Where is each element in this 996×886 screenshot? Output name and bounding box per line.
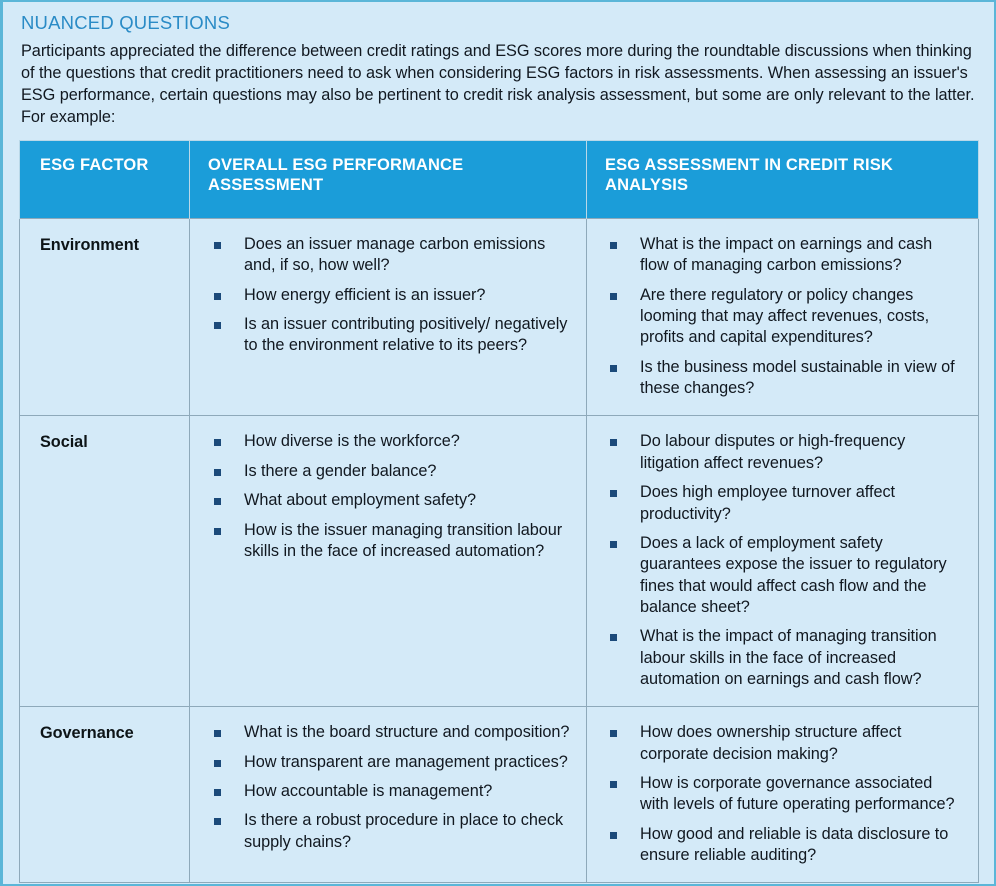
bullet-square-icon: [610, 293, 617, 300]
question-list-overall: [208, 431, 572, 562]
list-item: [605, 234, 964, 277]
bullet-square-icon: [214, 818, 221, 825]
list-item: [605, 626, 964, 690]
question-text: Is an issuer contributing positively/ negatively to the environment relative to its peers?: [244, 315, 568, 355]
row-factor-cell: [20, 416, 190, 707]
question-text: How accountable is management?: [244, 781, 493, 800]
list-item: [208, 752, 572, 773]
factor-label: Environment: [40, 236, 139, 255]
list-item: [605, 722, 964, 765]
list-item: [208, 490, 572, 511]
row-overall-cell: [190, 707, 587, 883]
bullet-square-icon: [610, 365, 617, 372]
factor-label: Social: [40, 433, 88, 452]
bullet-square-icon: [610, 541, 617, 548]
question-text: Are there regulatory or policy changes looming that may affect revenues, costs, profits and capital expenditures?: [640, 285, 930, 347]
question-text: What is the board structure and composition?: [244, 723, 570, 742]
bullet-square-icon: [214, 760, 221, 767]
bullet-square-icon: [214, 242, 221, 249]
list-item: [208, 722, 572, 743]
bullet-square-icon: [214, 528, 221, 535]
question-list-overall: [208, 722, 572, 853]
question-text: How diverse is the workforce?: [244, 432, 460, 451]
list-item: [208, 810, 572, 853]
row-overall-cell: [190, 219, 587, 416]
bullet-square-icon: [214, 439, 221, 446]
question-text: Is there a gender balance?: [244, 461, 437, 480]
list-item: [208, 520, 572, 563]
column-header-credit-risk: ESG ASSESSMENT IN CREDIT RISK ANALYSIS: [587, 140, 979, 218]
list-item: [208, 431, 572, 452]
list-item: [208, 285, 572, 306]
esg-questions-table: [19, 140, 979, 884]
list-item: [605, 773, 964, 816]
column-header-esg-factor: ESG FACTOR: [20, 140, 190, 218]
list-item: [605, 431, 964, 474]
list-item: [208, 234, 572, 277]
question-text: What about employment safety?: [244, 491, 477, 510]
question-text: Is the business model sustainable in view of these changes?: [640, 357, 955, 398]
row-credit-cell: [587, 416, 979, 707]
list-item: [208, 461, 572, 482]
question-text: How is corporate governance associated with levels of future operating performance?: [640, 773, 955, 814]
bullet-square-icon: [214, 498, 221, 505]
bullet-square-icon: [610, 781, 617, 788]
question-list-credit: [605, 431, 964, 690]
bullet-square-icon: [610, 439, 617, 446]
list-item: [605, 285, 964, 349]
table-row: [20, 219, 979, 416]
list-item: [208, 781, 572, 802]
question-text: How transparent are management practices?: [244, 752, 568, 771]
table-header: [20, 140, 979, 218]
table-row: [20, 707, 979, 883]
list-item: [605, 824, 964, 867]
page-title: NUANCED QUESTIONS: [21, 12, 230, 33]
bullet-square-icon: [214, 789, 221, 796]
question-list-credit: [605, 722, 964, 866]
bullet-square-icon: [610, 634, 617, 641]
question-text: Does an issuer manage carbon emissions and, if so, how well?: [244, 235, 546, 275]
question-text: Does high employee turnover affect productivity?: [640, 483, 896, 523]
factor-label: Governance: [40, 724, 134, 743]
question-text: What is the impact on earnings and cash flow of managing carbon emissions?: [640, 235, 933, 275]
list-item: [605, 533, 964, 618]
question-text: What is the impact of managing transition labour skills in the face of increased automation on earnings and cash flow?: [640, 627, 937, 688]
row-factor-cell: [20, 707, 190, 883]
question-text: How does ownership structure affect corporate decision making?: [640, 723, 902, 763]
bullet-square-icon: [610, 832, 617, 839]
row-credit-cell: [587, 219, 979, 416]
bullet-square-icon: [214, 730, 221, 737]
table-body: [20, 219, 979, 883]
question-list-credit: [605, 234, 964, 399]
list-item: [605, 482, 964, 525]
bullet-square-icon: [610, 242, 617, 249]
list-item: [208, 314, 572, 357]
bullet-square-icon: [610, 730, 617, 737]
row-credit-cell: [587, 707, 979, 883]
question-text: How is the issuer managing transition labour skills in the face of increased automation?: [244, 520, 563, 560]
question-text: How good and reliable is data disclosure to ensure reliable auditing?: [640, 824, 949, 864]
question-text: Is there a robust procedure in place to check supply chains?: [244, 811, 564, 851]
row-overall-cell: [190, 416, 587, 707]
bullet-square-icon: [214, 469, 221, 476]
bullet-square-icon: [610, 490, 617, 497]
bullet-square-icon: [214, 322, 221, 329]
bullet-square-icon: [214, 293, 221, 300]
table-header-row: [20, 140, 979, 218]
list-item: [605, 357, 964, 400]
intro-paragraph: Participants appreciated the difference between credit ratings and ESG scores more during the roundtable discussions when thinking of the questions that credit practitioners need to ask when considering ESG factors in risk assessments. When assessing an issuer's ESG performance, certain questions may also be pertinent to credit risk analysis assessment, but some are only relevant to the latter. For example:: [21, 42, 975, 126]
question-text: Do labour disputes or high-frequency litigation affect revenues?: [640, 432, 906, 472]
column-header-overall-performance: OVERALL ESG PERFORMANCE ASSESSMENT: [190, 140, 587, 218]
question-list-overall: [208, 234, 572, 357]
table-row: [20, 416, 979, 707]
question-text: Does a lack of employment safety guarantees expose the issuer to regulatory fines that would affect cash flow and the balance sheet?: [640, 533, 947, 616]
question-text: How energy efficient is an issuer?: [244, 285, 486, 304]
row-factor-cell: [20, 219, 190, 416]
